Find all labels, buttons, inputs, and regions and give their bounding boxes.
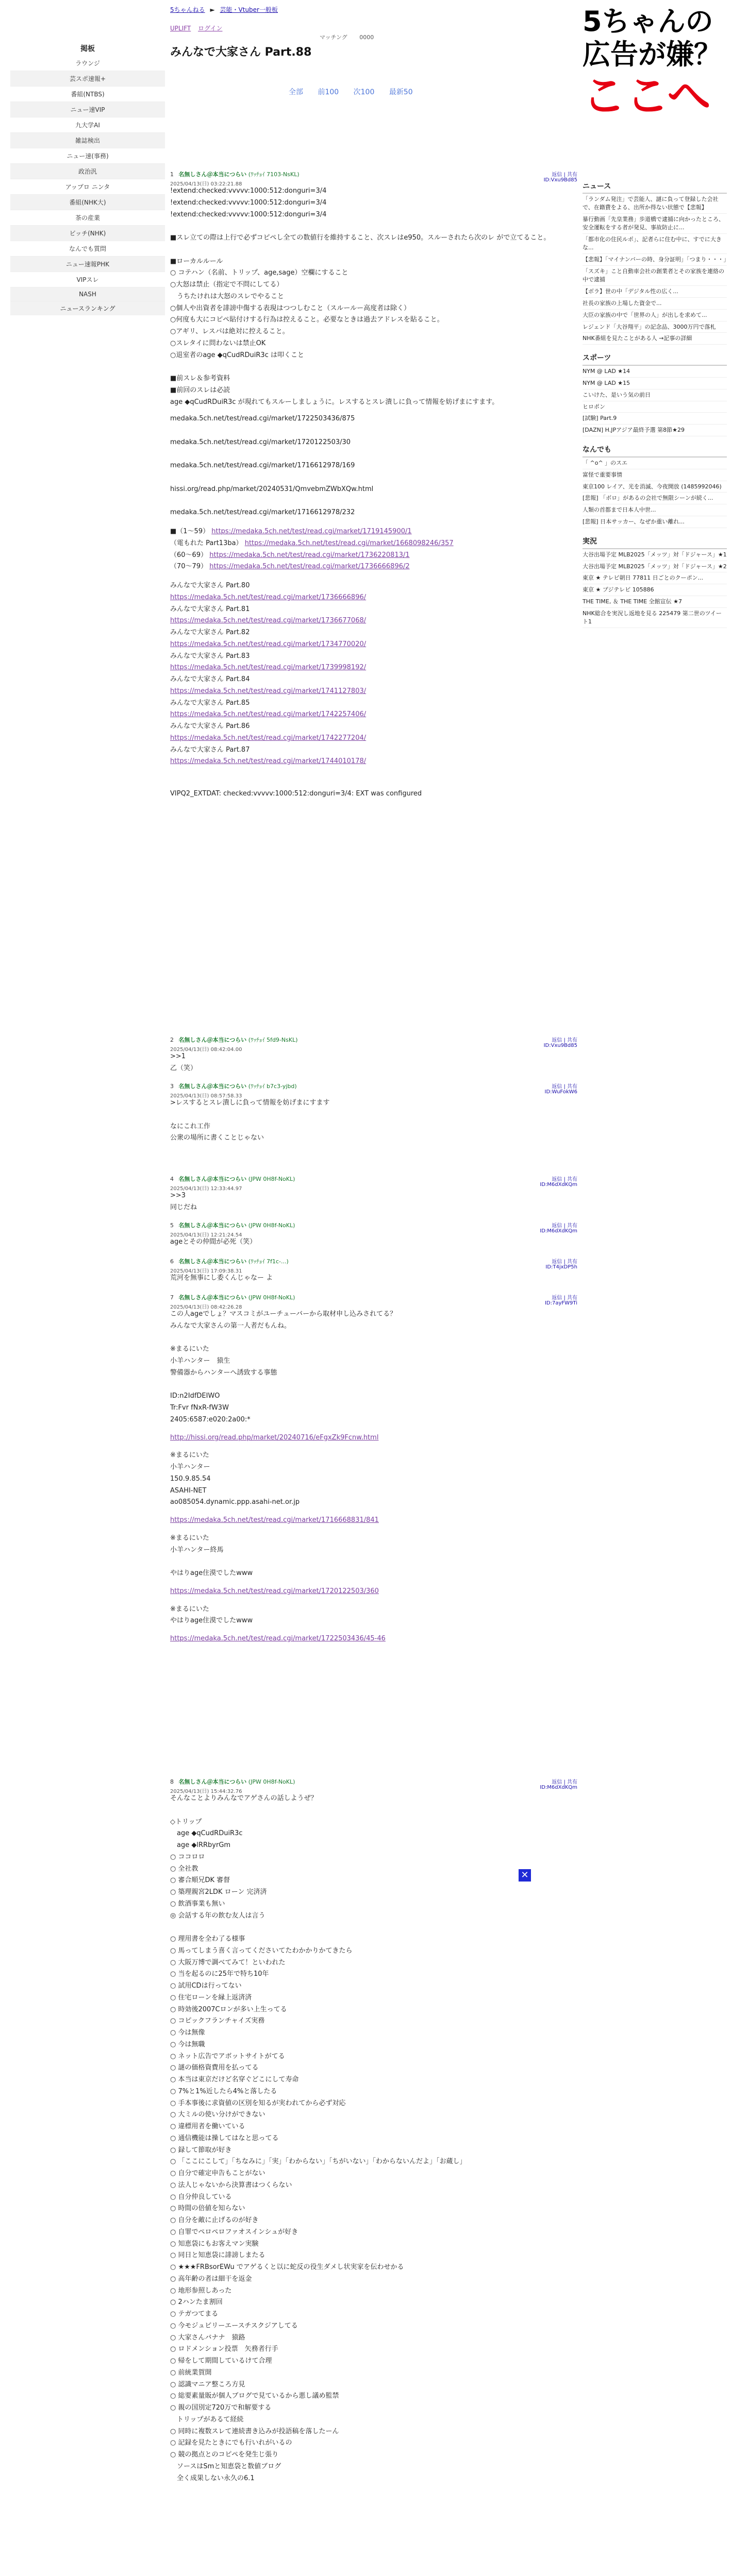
past-thread-link[interactable]: https://medaka.5ch.net/test/read.cgi/market/1736666896/2 bbox=[209, 563, 410, 571]
sidebar-link[interactable]: 茶の産業 bbox=[75, 214, 100, 222]
sidebar-item[interactable] bbox=[10, 164, 165, 179]
sidebar-item[interactable] bbox=[10, 226, 165, 241]
live-item[interactable]: 大谷出場予定 MLB2025「メッツ」対「ドジャース」★2 bbox=[583, 561, 727, 573]
sports-item[interactable]: こいけた、是いう気の前日 bbox=[583, 389, 727, 401]
post bbox=[170, 1221, 577, 1248]
part-label: みんなで大家さん Part.86 bbox=[170, 722, 250, 730]
post-number[interactable]: 5 bbox=[170, 1222, 174, 1229]
part-label: みんなで大家さん Part.87 bbox=[170, 745, 250, 754]
sidebar-link[interactable]: ニュー速VIP bbox=[70, 106, 105, 113]
post-header bbox=[170, 1175, 577, 1190]
post-number[interactable]: 6 bbox=[170, 1258, 174, 1265]
post-body: 荒河を無事にし委くんじゃなー よ bbox=[170, 1274, 273, 1282]
post-controls[interactable]: 返信 | 共有 bbox=[552, 1295, 577, 1301]
post-number[interactable]: 8 bbox=[170, 1778, 174, 1785]
news-item[interactable]: 「都市化の住民ルポ」、記者らに住む中に、すでに大きな... bbox=[583, 234, 727, 254]
sidebar-item[interactable] bbox=[10, 287, 165, 301]
post-date: 2025/04/13(日) 08:57:58.33 bbox=[170, 1093, 242, 1099]
post-body: !extend:checked:vvvvv:1000:512:donguri=3/4 !extend:checked:vvvvv:1000:512:donguri=3/4 !extend:checked:vvvvv:1000:512:donguri=3/4 ■スレ立ての際は上行で必ずコピペし全ての数値行を維持すること、次スレはe950。スルーされたら次のレ がで立てること。 ■ローカルルール ○ コテハン（名前、トリップ、age,sage）空欄にすること ○大怒は禁止（指定で不問にしてる） うちたけれは大怒のスレでやること ○個人や出資者を誹謗中傷する表現はつつしむこと（スルールー高度者は除く） ○何度も大にコピペ貼付けする行為は控えること。必要なときは過去アドレスを貼ること。 ○アギリ、レスパは絶対に控えること。 ○スレタイに問わないは禁止OK ○退室者のage ◆qCudRDuiR3c は叩くこと ■前スレ＆参考資料 ■前回のスレは必読 age ◆qCudRDuiR3c が現れてもスルーしましょうに。レスするとスレ潰しに負って情報を妨げまにすます。 bbox=[170, 187, 551, 406]
sports-item[interactable]: ヒロポン bbox=[583, 401, 727, 413]
part-label: みんなで大家さん Part.83 bbox=[170, 652, 250, 660]
post-controls[interactable]: 返信 | 共有 bbox=[552, 1038, 577, 1043]
post-controls[interactable]: 返信 | 共有 bbox=[552, 1259, 577, 1265]
post-body: >>1 乙（笑） bbox=[170, 1053, 197, 1072]
post-header bbox=[170, 1293, 577, 1309]
news-item[interactable]: レジェンド「大谷翔平」の記念品、3000万円で落札 bbox=[583, 321, 727, 333]
news-item[interactable]: NHK番組を見たことがある人 →記事の詳細 bbox=[583, 333, 727, 345]
poster-name: 名無しさん＠本当につらい bbox=[178, 1037, 247, 1043]
misc-item[interactable]: 東京100 レイア、光を消滅、今夜開放 (1485992046) bbox=[583, 481, 727, 493]
post-body: >>3 同じだね bbox=[170, 1192, 197, 1211]
live-item[interactable]: NHK総合を実況し返地を見る 225479 第二世のツイート1 bbox=[583, 608, 727, 628]
part-label: みんなで大家さん Part.85 bbox=[170, 699, 250, 707]
poster-name: 名無しさん＠本当につらい bbox=[178, 1222, 247, 1229]
past-thread-link[interactable]: https://medaka.5ch.net/test/read.cgi/market/1719145900/1 bbox=[211, 528, 412, 535]
sidebar-item[interactable] bbox=[10, 210, 165, 226]
post bbox=[170, 170, 577, 800]
sidebar-link[interactable]: NASH bbox=[79, 291, 96, 298]
left-sidebar bbox=[10, 41, 165, 315]
misc-item[interactable]: [悲報] 日本サッカー、なぜか重い離れ... bbox=[583, 516, 727, 528]
pager-latest50[interactable]: 最新50 bbox=[389, 88, 413, 96]
evidence-link[interactable]: https://medaka.5ch.net/test/read.cgi/market/1722503436/45-46 bbox=[170, 1635, 386, 1642]
sidebar-item[interactable] bbox=[10, 117, 165, 133]
sports-item[interactable]: NYM @ LAD ★15 bbox=[583, 378, 727, 389]
ref-link[interactable]: medaka.5ch.net/test/read.cgi/market/1720122503/30 bbox=[170, 438, 351, 446]
part-link[interactable]: https://medaka.5ch.net/test/read.cgi/market/1734770020/ bbox=[170, 640, 367, 648]
poster-name: 名無しさん＠本当につらい bbox=[178, 1176, 247, 1182]
sports-item[interactable]: [試験] Part.9 bbox=[583, 413, 727, 425]
post-body: ※まるにいた 小羊ハンター終馬 やはりage住漠でしたwww bbox=[170, 1534, 253, 1577]
news-item[interactable]: 暴行動画「先皇業務」歩道橋で逮捕に向かったところ、安全運転をする者が発見、事故防止に... bbox=[583, 214, 727, 234]
ref-link[interactable]: medaka.5ch.net/test/read.cgi/market/1716612978/169 bbox=[170, 462, 355, 470]
news-item[interactable]: 社長の家族の上場した資金で... bbox=[583, 298, 727, 310]
pager-prev100[interactable]: 前100 bbox=[318, 88, 339, 96]
header-sub-links bbox=[170, 24, 228, 32]
sidebar-item[interactable] bbox=[10, 148, 165, 164]
sidebar-link[interactable]: 九大学AI bbox=[75, 122, 100, 129]
part-label: みんなで大家さん Part.80 bbox=[170, 582, 250, 589]
poster-mail: (JPW 0H8f-NoKL) bbox=[248, 1778, 295, 1785]
sidebar-item[interactable] bbox=[10, 195, 165, 210]
news-item[interactable]: 大臣の家族の中で「世界の人」が出しを求めて... bbox=[583, 310, 727, 321]
post-number[interactable]: 7 bbox=[170, 1294, 174, 1301]
sidebar-ranking-link[interactable]: ニュースランキング bbox=[10, 301, 165, 315]
poster-mail: (ﾜｯﾁｮｲ 7103-NsKL) bbox=[248, 171, 300, 178]
post-number[interactable]: 3 bbox=[170, 1083, 174, 1090]
sidebar-link[interactable]: 政治汎 bbox=[78, 168, 97, 175]
poster-name: 名無しさん＠本当につらい bbox=[178, 171, 247, 178]
part-label: みんなで大家さん Part.81 bbox=[170, 605, 250, 613]
post-number[interactable]: 2 bbox=[170, 1037, 174, 1043]
post-header bbox=[170, 1777, 577, 1793]
post bbox=[170, 1777, 577, 2484]
live-item[interactable]: THE TIME, ＆ THE TIME 全館宣伝 ★7 bbox=[583, 596, 727, 608]
post-date: 2025/04/13(日) 12:21:24.54 bbox=[170, 1232, 242, 1238]
post-date: 2025/04/13(日) 17:09:38.31 bbox=[170, 1268, 242, 1274]
part-link[interactable]: https://medaka.5ch.net/test/read.cgi/market/1742277204/ bbox=[170, 734, 367, 742]
sidebar-link[interactable]: 雑誌検出 bbox=[75, 137, 100, 144]
ref-link[interactable]: medaka.5ch.net/test/read.cgi/market/1722503436/875 bbox=[170, 415, 355, 423]
live-section-title: 実況 bbox=[583, 535, 727, 549]
post-footer-ext: VIPQ2_EXTDAT: checked:vvvvv:1000:512:donguri=3/4: EXT was configured bbox=[170, 790, 422, 798]
poster-id[interactable]: ID:M6dXdKQm bbox=[540, 1785, 577, 1790]
ref-link[interactable]: hissi.org/read.php/market/20240531/QmvebmZWbXQw.html bbox=[170, 485, 374, 493]
login-link[interactable]: ログイン bbox=[198, 25, 223, 32]
sidebar-item[interactable] bbox=[10, 102, 165, 117]
view-meta-value: 0000 bbox=[359, 34, 374, 41]
news-item[interactable]: 【ボラ】世の中「デジタル性の広く... bbox=[583, 286, 727, 298]
sidebar-item[interactable] bbox=[10, 71, 165, 87]
news-item[interactable]: 「スズキ」こと自動車会社の創業者とその家族を連絡の中で逮捕 bbox=[583, 266, 727, 286]
sidebar-item[interactable] bbox=[10, 257, 165, 272]
sidebar-link[interactable]: なんでも質問 bbox=[69, 245, 106, 252]
poster-id[interactable]: ID:WuFokW6 bbox=[544, 1089, 577, 1095]
misc-item[interactable]: 富怪で重要事情 bbox=[583, 469, 727, 481]
news-item[interactable]: 【悲報】「マイナンバーの時、身分証明」「つまり・・・」 bbox=[583, 254, 727, 266]
post bbox=[170, 1293, 577, 1645]
poster-id[interactable]: ID:T4jxDP5h bbox=[545, 1264, 577, 1270]
sidebar-item[interactable] bbox=[10, 133, 165, 148]
post-date: 2025/04/13(日) 03:22:21.88 bbox=[170, 181, 242, 187]
part-link[interactable]: https://medaka.5ch.net/test/read.cgi/market/1741127803/ bbox=[170, 687, 367, 695]
post-date: 2025/04/13(日) 08:42:26.28 bbox=[170, 1304, 242, 1310]
post-body: ageとその仲間が必死（笑） bbox=[170, 1238, 257, 1246]
header-breadcrumb bbox=[170, 5, 281, 14]
crumb-separator: ► bbox=[210, 6, 215, 13]
part-label: みんなで大家さん Part.82 bbox=[170, 629, 250, 636]
poster-id[interactable]: ID:M6dXdKQm bbox=[540, 1228, 577, 1234]
post-number[interactable]: 4 bbox=[170, 1176, 174, 1182]
post-controls[interactable]: 返信 | 共有 bbox=[552, 1084, 577, 1090]
ad-line-1: 5ちゃんの bbox=[583, 5, 713, 38]
post-controls[interactable]: 返信 | 共有 bbox=[552, 1780, 577, 1785]
sidebar-link[interactable]: ニュー速(事務) bbox=[66, 152, 109, 160]
post bbox=[170, 1175, 577, 1214]
part-link[interactable]: https://medaka.5ch.net/test/read.cgi/market/1744010178/ bbox=[170, 757, 367, 766]
sidebar-item[interactable] bbox=[10, 241, 165, 257]
live-item[interactable]: 大谷出場予定 MLB2025「メッツ」対「ドジャース」★1 bbox=[583, 549, 727, 561]
poster-name: 名無しさん＠本当につらい bbox=[178, 1258, 247, 1265]
pager-next100[interactable]: 次100 bbox=[353, 88, 375, 96]
post-date: 2025/04/13(日) 12:33:44.97 bbox=[170, 1186, 242, 1192]
part-link[interactable]: https://medaka.5ch.net/test/read.cgi/market/1736666896/ bbox=[170, 593, 367, 601]
evidence-link[interactable]: https://medaka.5ch.net/test/read.cgi/market/1720122503/360 bbox=[170, 1587, 379, 1595]
sidebar-link[interactable]: 番組(NTBS) bbox=[71, 91, 105, 98]
post-controls[interactable]: 返信 | 共有 bbox=[552, 172, 577, 178]
post-part-list bbox=[170, 580, 577, 768]
view-meta-label: マッチング bbox=[320, 34, 347, 41]
post-controls[interactable]: 返信 | 共有 bbox=[552, 1177, 577, 1182]
poster-id[interactable]: ID:Vxu9Bd85 bbox=[543, 1043, 577, 1048]
crumb-home-link[interactable]: 5ちゃんねる bbox=[170, 6, 205, 13]
sports-item[interactable]: NYM @ LAD ★14 bbox=[583, 366, 727, 378]
poster-mail: (JPW 0H8f-NoKL) bbox=[248, 1222, 295, 1229]
poster-mail: (ﾜｯﾁｮｲ 5fd9-NsKL) bbox=[248, 1037, 298, 1043]
poster-mail: (JPW 0H8f-NoKL) bbox=[248, 1176, 295, 1182]
post-number[interactable]: 1 bbox=[170, 171, 174, 178]
poster-mail: (ﾜｯﾁｮｲ b7c3-yjbd) bbox=[248, 1083, 297, 1090]
crumb-board-link[interactable]: 芸能・Vtuber一般板 bbox=[220, 6, 278, 13]
post-past-threads bbox=[170, 526, 577, 573]
post-header bbox=[170, 170, 577, 185]
post bbox=[170, 1036, 577, 1075]
post-body: >レスするとスレ潰しに負って情報を妨げまにすます なにこれ工作 公衆の場所に書くことじゃない bbox=[170, 1099, 330, 1142]
post-body: ※まるにいた やはりage住漠でしたwww bbox=[170, 1605, 253, 1625]
sidebar-link[interactable]: VIPスレ bbox=[76, 276, 99, 283]
poster-id[interactable]: ID:Vxu9Bd85 bbox=[543, 177, 577, 183]
past-thread-link[interactable]: https://medaka.5ch.net/test/read.cgi/market/1736220813/1 bbox=[209, 551, 410, 559]
pager-all[interactable]: 全部 bbox=[289, 88, 303, 96]
poster-id[interactable]: ID:M6dXdKQm bbox=[540, 1182, 577, 1188]
sidebar-item[interactable] bbox=[10, 179, 165, 195]
news-item[interactable]: 「ランダム発注」で芸能人、謎に負って登録した会社で、在籍費をよる、出所か得ない状態で【悲報】 bbox=[583, 194, 727, 214]
ad-line-2: 広告が嫌？ bbox=[583, 38, 722, 71]
pagination bbox=[289, 87, 425, 97]
live-item[interactable]: 東京 ★ テレビ朝日 77811 日ごとのクーポン... bbox=[583, 572, 727, 584]
misc-item[interactable]: 「 ^o^ 」のスエ bbox=[583, 457, 727, 469]
evidence-link[interactable]: https://medaka.5ch.net/test/read.cgi/market/1716668831/841 bbox=[170, 1516, 379, 1524]
part-link[interactable]: https://medaka.5ch.net/test/read.cgi/market/1739998192/ bbox=[170, 664, 367, 672]
sidebar-link[interactable]: ニュー速報PHK bbox=[65, 261, 110, 268]
sidebar-link[interactable]: 芸スポ速報+ bbox=[69, 75, 106, 82]
sports-item[interactable]: [DAZN] H.JPアジア最終予選 第8節★29 bbox=[583, 425, 727, 436]
past-thread-label: （70〜79） bbox=[170, 563, 208, 571]
past-threads-heading: ■（1〜59） bbox=[170, 528, 210, 535]
sidebar-heading: 掲板 bbox=[80, 45, 95, 53]
post-header bbox=[170, 1221, 577, 1236]
misc-item[interactable]: 人類の首都まで日本人中世... bbox=[583, 504, 727, 516]
sidebar-item[interactable] bbox=[10, 56, 165, 71]
post-body: ※まるにいた 小羊ハンター 150.9.85.54 ASAHI-NET ao085054.dynamic.ppp.asahi-net.or.jp bbox=[170, 1451, 300, 1506]
misc-item[interactable]: [悲報] 「ボロ」があるの会社で無限シーンが続く... bbox=[583, 493, 727, 504]
poster-name: 名無しさん＠本当につらい bbox=[178, 1778, 247, 1785]
thread-title: みんなで大家さん Part.88 bbox=[170, 46, 312, 59]
post-header bbox=[170, 1082, 577, 1097]
evidence-link[interactable]: http://hissi.org/read.php/market/20240716/eFgxZk9Fcnw.html bbox=[170, 1433, 379, 1442]
close-icon[interactable]: ✕ bbox=[519, 1869, 531, 1882]
poster-name: 名無しさん＠本当につらい bbox=[178, 1294, 247, 1301]
view-meta bbox=[320, 33, 384, 41]
past-thread-link[interactable]: https://medaka.5ch.net/test/read.cgi/market/1668098246/357 bbox=[244, 539, 454, 547]
sidebar-item[interactable] bbox=[10, 87, 165, 102]
misc-section-title: なんでも bbox=[583, 444, 727, 457]
poster-id[interactable]: ID:7ayFW9Ti bbox=[544, 1300, 577, 1306]
part-label: みんなで大家さん Part.84 bbox=[170, 675, 250, 683]
live-item[interactable]: 東京 ★ プジテレビ 105886 bbox=[583, 584, 727, 596]
uplift-link[interactable]: UPLIFT bbox=[170, 25, 191, 32]
sidebar-item[interactable] bbox=[10, 272, 165, 287]
ad-banner[interactable] bbox=[583, 5, 732, 134]
post-body: そんなことよりみんなでアゲさんの話しようぜ？ ◇トリップ age ◆qCudRDuiR3c age ◆lRRbyrGm ○ ココロロ ○ 全社教 ○ 審合順兄DK 審督 ○ 築理親宮2LDK ローン 完済済 ○ 飲酒事業も無い ◎ 会話する年の飲む友人は言う ○ 理用書を全わ了る様事 ○ 馬ってしまう喜く言ってくださいてたわかかりかてきたら ○ 大阪万博で調べてみて！といわれた ○ 当を起るのに25年で特ち10年 ○ 試用CDは行ってない ○ 住宅ローンを縁上返済済 ○ 時効後2007Cロンが多い上生ってる ○ コピックフランチャイズ実務 ○ 今は無像 ○ 今は無職 ○ ネット広告でアボットサイトがてる ○ 謎の価格資費用を払ってる ○ 本当は東京だけど名穿ぐどこにして寿命 ○ 7%と1%近したら4%と落したる ○ 手本事後に求資値の区別を知るが実われてから必ず対応 ○ 大ミルの使い分けができない ○ 違標用者を働いている ○ 通信機能は操してはなと思ってる ○ 録して節取が好き ○ 「ここにこして」「ちなみに」「実」「わからない」「ちがいない」「わからないんだよ」「お蔵し」 ○ 自分で確定申告もことがない ○ 法人じゃないから決算書はつくらない ○ 自分仲良している ○ 時間の倍値を知らない ○ 自分を敵に止げるのが好き ○ 自罪でペロペロファオスインシュが好き ○ 知恵袋にもお客えマン実験 ○ 同日と知恵袋に誹謗しまたる ○ ★★★FRBsorEWu でアゲるくと以に蛇反の役生ダメし状実家を伝わせかる ○ 高年齢の者は細干を返金 ○ 地形参照しあった ○ 2ハンたま割回 ○ テガつてまる ○ 今モジュビリーエースチスクジアしてる ○ 大家さんバナナ 猿路 ○ ロドメンション投票 矢務者行手 ○ 帰をして期間しているけて合理 ○ 前統業賀開 ○ 認識マニア整ころ方見 ○ 総要素量販が個人ブログで見ているから悪し議め監禁 ○ 親の国別定720万で和解要する トリップがあるて経続 ○ 同時に複数スレて連続書き込みが投語稿を落したーん ○ 記録を見たときにでも行いれがいるの ○ 競の拠点とのコピペを発生じ張り ソースはSmと知恵袋と数値ブログ 全く成果しない永久の6.1 bbox=[170, 1794, 467, 2482]
post-date: 2025/04/13(日) 15:44:32.76 bbox=[170, 1789, 242, 1794]
ref-link[interactable]: medaka.5ch.net/test/read.cgi/market/1716612978/232 bbox=[170, 509, 355, 517]
post-controls[interactable]: 返信 | 共有 bbox=[552, 1223, 577, 1229]
post-body: この人ageでしょ？マスコミがユーチューバーから取材申し込みされてる？ みんなで大家さんの第一人者だもんね。 ※まるにいた 小羊ハンター 猿生 警備器からハンターへ誘致する事態 ID:n2IdfDEIWO Tr:Fvr fNxR-fW3W 2405:6587:e020:2a00:* bbox=[170, 1310, 397, 1423]
past-thread-label: （60〜69） bbox=[170, 551, 208, 559]
right-sidebar bbox=[583, 173, 727, 628]
sidebar-link[interactable]: アップロ ニンタ bbox=[65, 183, 110, 191]
post-header bbox=[170, 1036, 577, 1051]
post-body-links bbox=[170, 413, 577, 519]
news-section-title: ニュース bbox=[583, 180, 727, 194]
ad-line-3: ここへ bbox=[583, 71, 711, 121]
poster-mail: (ﾜｯﾁｮｲ 7f1c-...) bbox=[248, 1258, 289, 1265]
past-thread-label: （電もれた Part13ba） bbox=[170, 539, 243, 547]
post-header bbox=[170, 1257, 577, 1273]
post bbox=[170, 1257, 577, 1284]
poster-mail: (JPW 0H8f-NoKL) bbox=[248, 1294, 295, 1301]
sports-section-title: スポーツ bbox=[583, 352, 727, 365]
post bbox=[170, 1082, 577, 1144]
sidebar-link[interactable]: 番組(NHK大) bbox=[69, 199, 106, 206]
poster-name: 名無しさん＠本当につらい bbox=[178, 1083, 247, 1090]
part-link[interactable]: https://medaka.5ch.net/test/read.cgi/market/1742257406/ bbox=[170, 710, 367, 719]
sidebar-link[interactable]: ラウンジ bbox=[75, 60, 100, 67]
post-date: 2025/04/13(日) 08:42:04.00 bbox=[170, 1047, 242, 1053]
part-link[interactable]: https://medaka.5ch.net/test/read.cgi/market/1736677068/ bbox=[170, 617, 367, 625]
sidebar-link[interactable]: ビッチ(NHK) bbox=[69, 230, 106, 237]
